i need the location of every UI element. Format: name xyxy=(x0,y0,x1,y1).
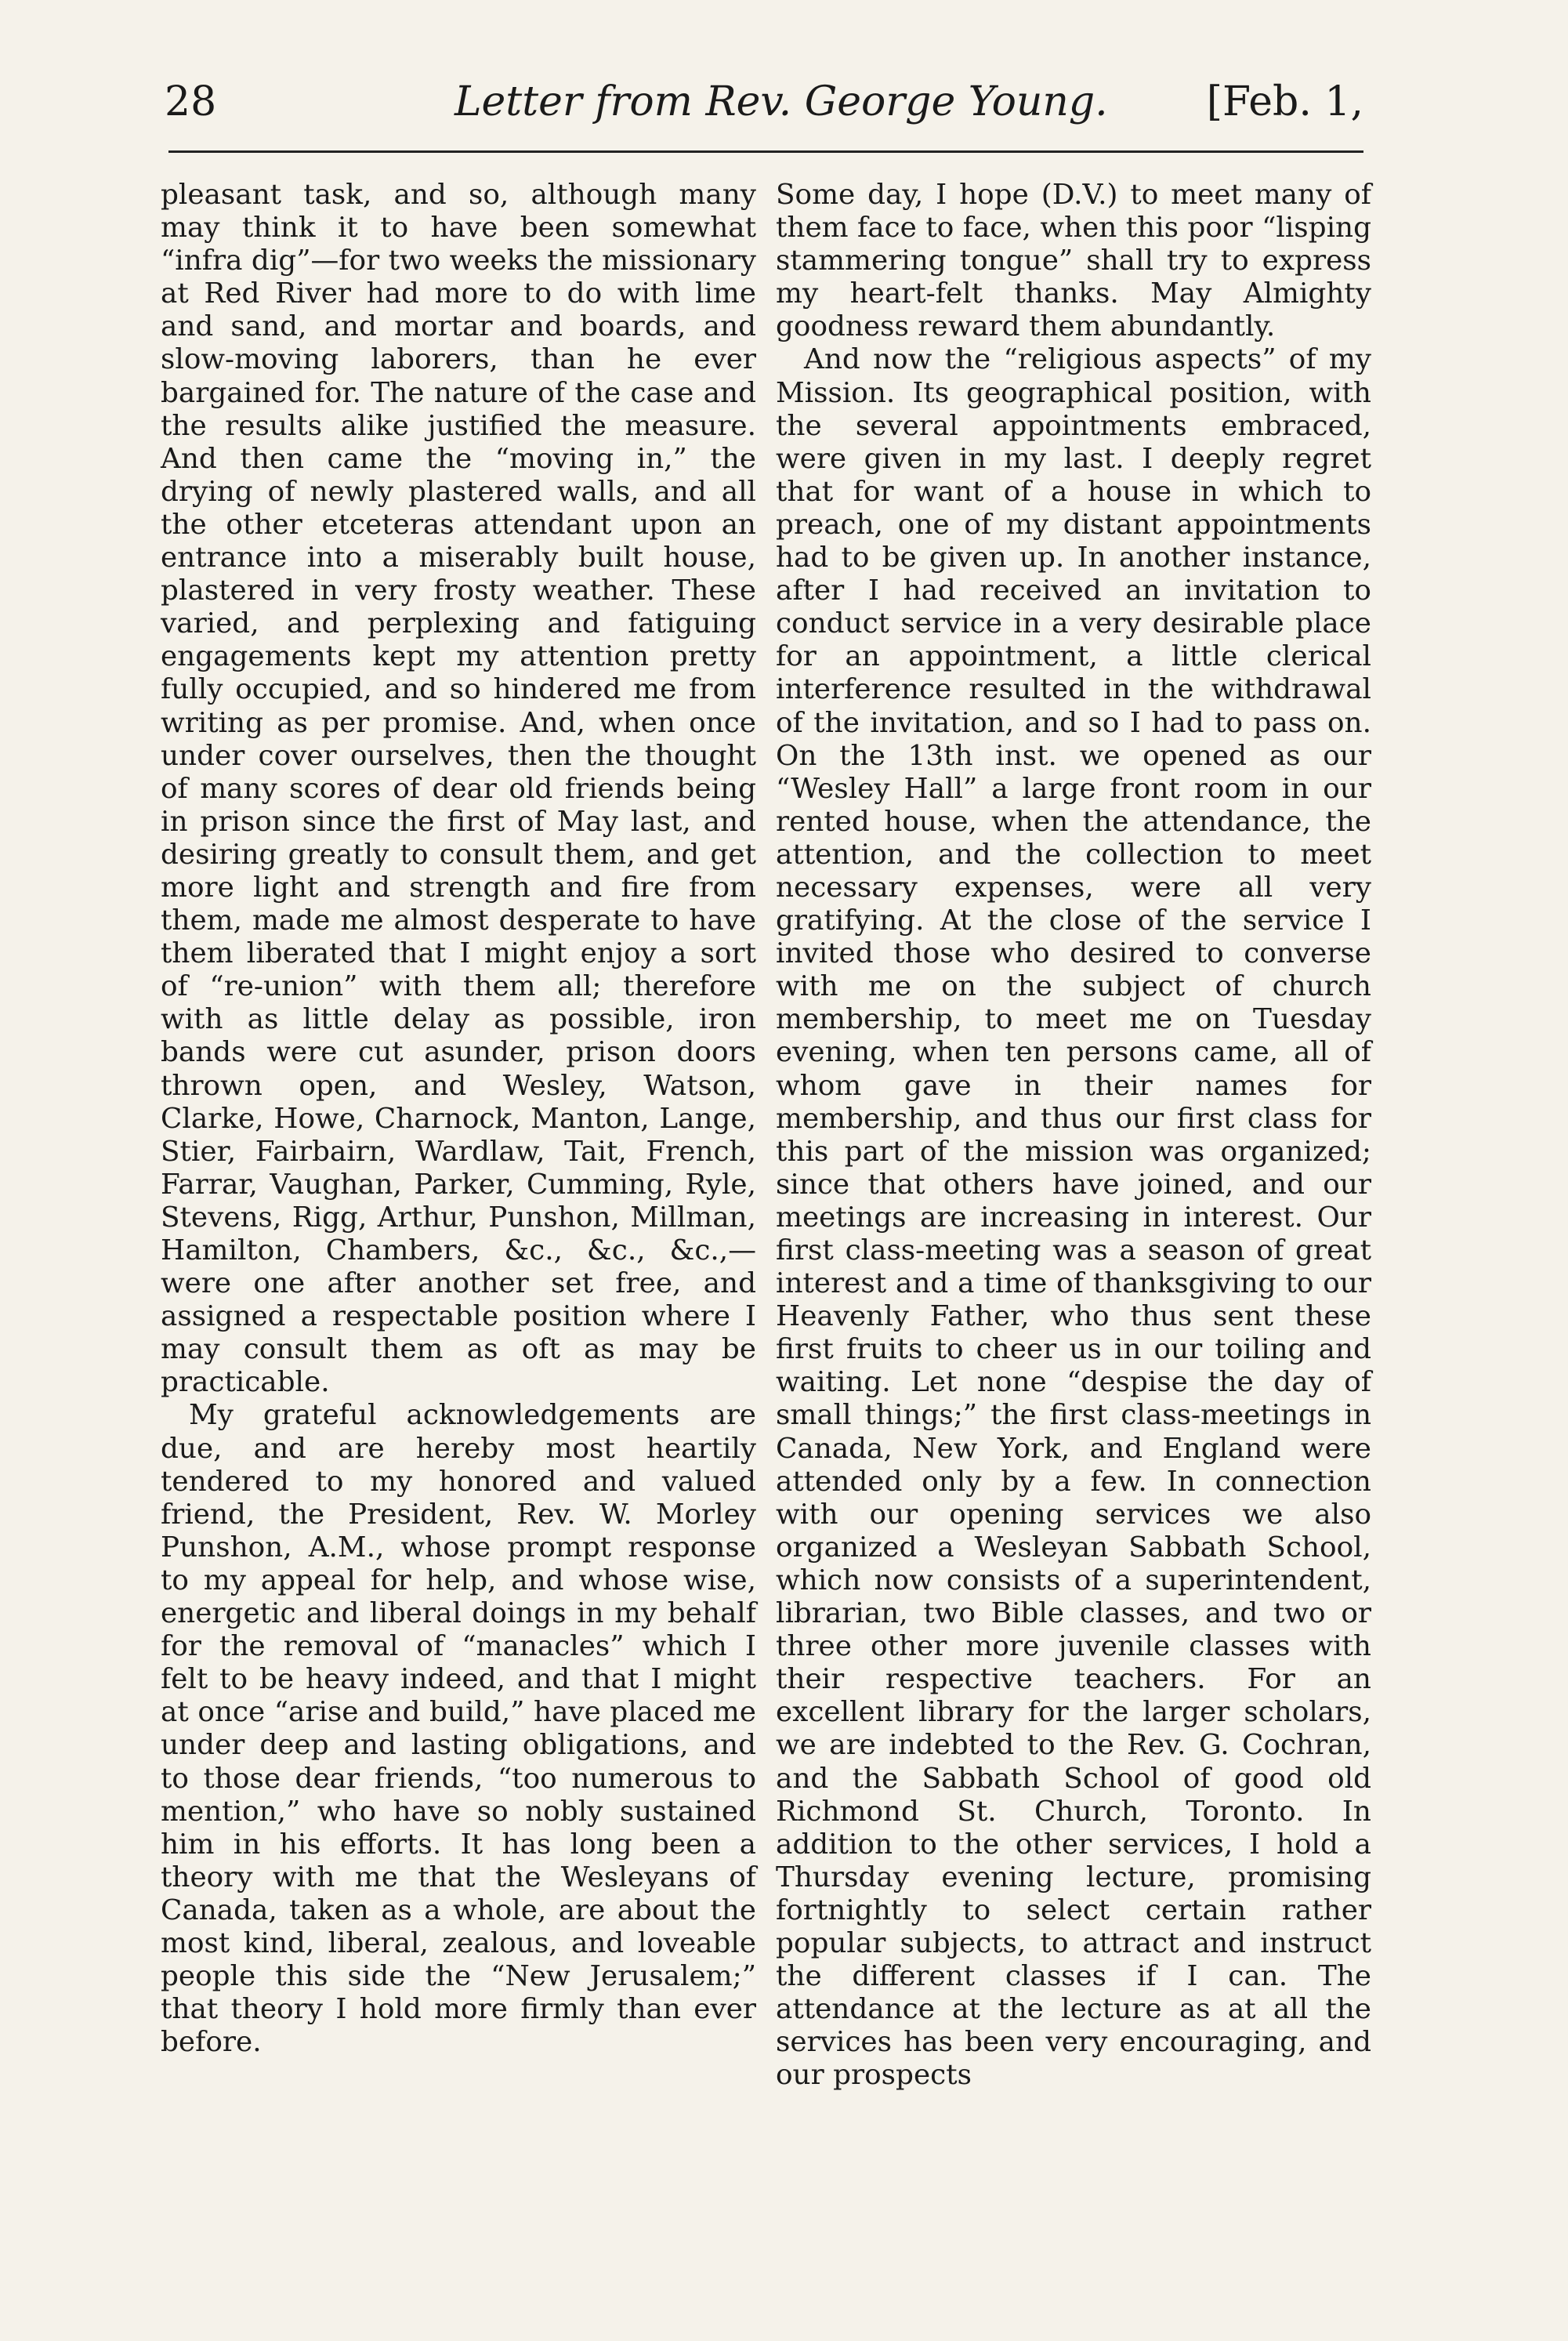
page-number: 28 xyxy=(165,78,217,125)
header-date: [Feb. 1, xyxy=(1206,78,1363,125)
header-rule xyxy=(168,150,1363,153)
right-paragraph-2: And now the “religious aspects” of my Mission. Its geographical position, with the several appointments embraced, were given in my last. I deeply regret that for want of a house in which to preach, one of my distant appointments had to be given up. In another instance, after I had received an invitation to conduct service in a very desirable place for an appointment, a little clerical interference resulted in the withdrawal of the invitation, and so I had to pass on. On the 13th inst. we opened as our “Wesley Hall” a large front room in our rented house, when the attendance, the attention, and the collection to meet necessary expenses, were all very gratifying. At the close of the service I invited those who desired to converse with me on the subject of church membership, to meet me on Tuesday evening, when ten persons came, all of whom gave in their names for membership, and thus our first class for this part of the mission was organized; since that others have joined, and our meetings are increasing in interest. Our first class-meeting was a season of great interest and a time of thanksgiving to our Heavenly Father, who thus sent these first fruits to cheer us in our toiling and waiting. Let none “despise the day of small things;” the first class-meetings in Canada, New York, and England were attended only by a few. In connection with our opening services we also organized a Wesleyan Sabbath School, which now consists of a superintendent, librarian, two Bible classes, and two or three other more juvenile classes with their respective teachers. For an excellent library for the larger scholars, we are indebted to the Rev. G. Cochran, and the Sabbath School of good old Richmond St. Church, Toronto. In addition to the other services, I hold a Thursday evening lecture, promising fortnightly to select certain rather popular subjects, to attract and instruct the different classes if I can. The attendance at the lecture as at all the services has been very encouraging, and our prospects xyxy=(776,343,1371,2092)
right-column xyxy=(776,179,1371,2092)
left-paragraph-1: pleasant task, and so, although many may think it to have been somewhat “infra dig”—for two weeks the missionary at Red River had more to do with lime and sand, and mortar and boards, and slow-moving laborers, than he ever bargained for. The nature of the case and the results alike justified the measure. And then came the “moving in,” the drying of newly plastered walls, and all the other etceteras attendant upon an entrance into a miserably built house, plastered in very frosty weather. These varied, and perplexing and fatiguing engagements kept my attention pretty fully occupied, and so hindered me from writing as per promise. And, when once under cover ourselves, then the thought of many scores of dear old friends being in prison since the first of May last, and desiring greatly to consult them, and get more light and strength and fire from them, made me almost desperate to have them liberated that I might enjoy a sort of “re-union” with them all; therefore with as little delay as possible, iron bands were cut asunder, prison doors thrown open, and Wesley, Watson, Clarke, Howe, Charnock, Manton, Lange, Stier, Fairbairn, Wardlaw, Tait, French, Farrar, Vaughan, Parker, Cumming, Ryle, Stevens, Rigg, Arthur, Punshon, Millman, Hamilton, Chambers, &c., &c., &c.,—were one after another set free, and assigned a respectable position where I may consult them as oft as may be practicable. xyxy=(161,179,756,1399)
right-paragraph-1: Some day, I hope (D.V.) to meet many of them face to face, when this poor “lisping stammering tongue” shall try to express my heart-felt thanks. May Almighty goodness reward them abundantly. xyxy=(776,179,1371,343)
left-paragraph-2: My grateful acknowledgements are due, and are hereby most heartily tendered to my honored and valued friend, the President, Rev. W. Morley Punshon, A.M., whose prompt response to my appeal for help, and whose wise, energetic and liberal doings in my behalf for the removal of “manacles” which I felt to be heavy indeed, and that I might at once “arise and build,” have placed me under deep and lasting obligations, and to those dear friends, “too numerous to mention,” who have so nobly sustained him in his efforts. It has long been a theory with me that the Wesleyans of Canada, taken as a whole, are about the most kind, liberal, zealous, and loveable people this side the “New Jerusalem;” that theory I hold more firmly than ever before. xyxy=(161,1399,756,2059)
left-column xyxy=(161,179,756,2059)
page-header xyxy=(165,78,1363,141)
running-title: Letter from Rev. George Young. xyxy=(454,78,1108,125)
